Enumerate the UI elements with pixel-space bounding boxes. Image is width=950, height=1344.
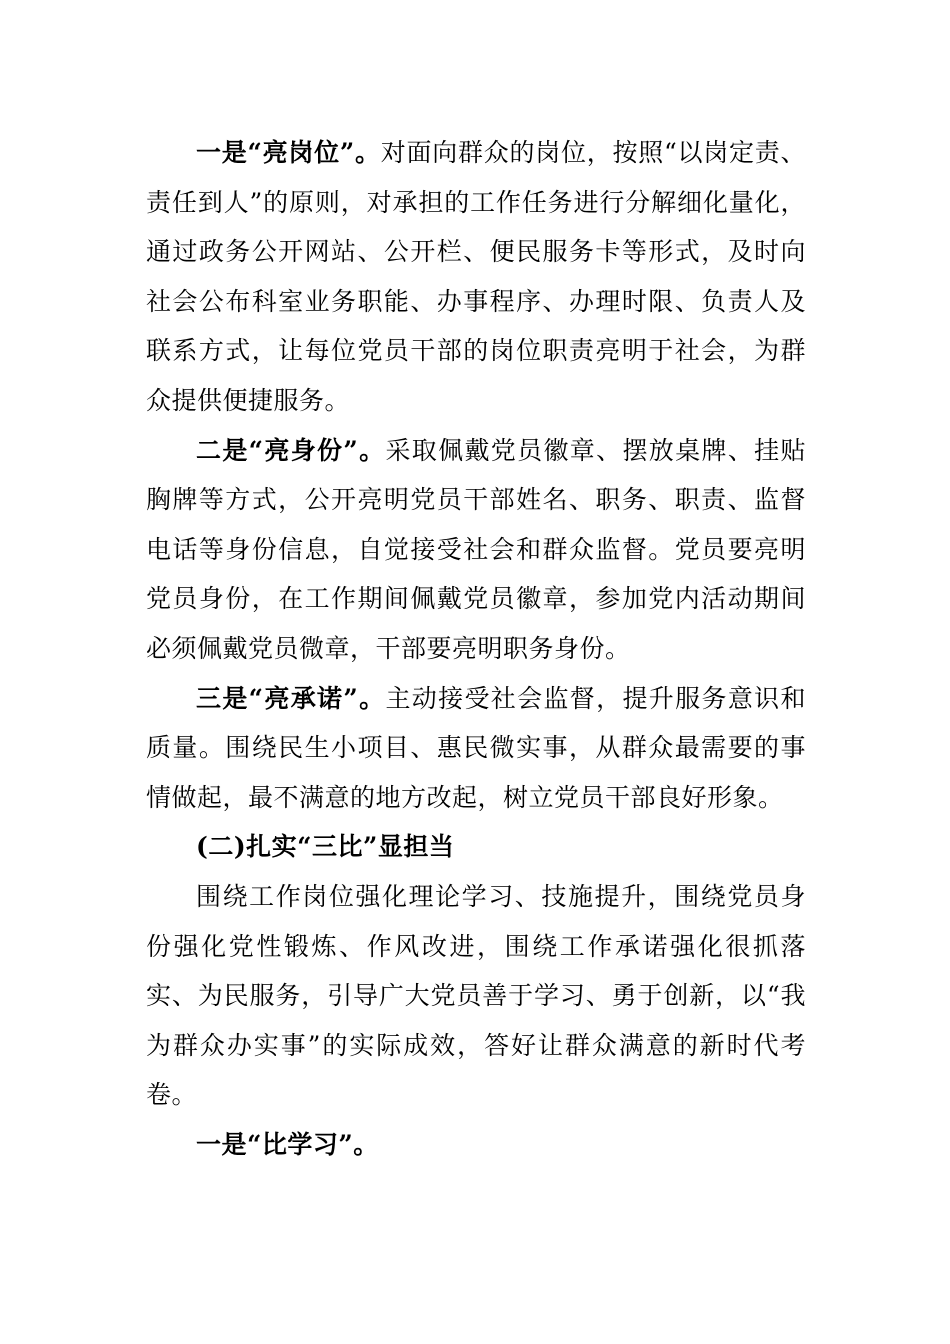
paragraph-liang-shenfen <box>146 426 806 674</box>
paragraph-text: 采取佩戴党员徽章、摆放桌牌、挂贴胸牌等方式，公开亮明党员干部姓名、职务、职责、监督电话等身份信息，自觉接受社会和群众监督。党员要亮明党员身份，在工作期间佩戴党员徽章，参加党内活动期间必须佩戴党员微章，干部要亮明职务身份。 <box>146 435 806 663</box>
paragraph-lead: 一是“比学习”。 <box>196 1129 379 1159</box>
section-heading: (二)扎实“三比”显担当 <box>196 832 455 862</box>
paragraph-lead: 二是“亮身份”。 <box>196 435 386 465</box>
paragraph-san-bi-intro: 围绕工作岗位强化理论学习、技施提升，围绕党员身份强化党性锻炼、作风改进，围绕工作承诺强化很抓落实、为民服务，引导广大党员善于学习、勇于创新，以“我为群众办实事”的实际成效，答好让群众满意的新时代考卷。 <box>146 881 806 1110</box>
paragraph-text: 主动接受社会监督，提升服务意识和质量。围绕民生小项目、惠民微实事，从群众最需要的事情做起，最不满意的地方改起，树立党员干部良好形象。 <box>146 683 806 812</box>
paragraph-liang-gangwei <box>146 128 806 426</box>
paragraph-lead: 一是“亮岗位”。 <box>196 138 381 167</box>
paragraph-text: 对面向群众的岗位，按照“以岗定责、责任到人”的原则，对承担的工作任务进行分解细化量化，通过政务公开网站、公开栏、便民服务卡等形式，及时向社会公布科室业务职能、办事程序、办理时限、负责人及联系方式，让每位党员干部的岗位职责亮明于社会，为群众提供便捷服务。 <box>146 138 806 415</box>
paragraph-liang-chengnuo <box>146 674 806 823</box>
paragraph-lead: 三是“亮承诺”。 <box>196 683 386 713</box>
paragraph-bi-xuexi <box>146 1120 806 1170</box>
document-body <box>146 128 806 1169</box>
